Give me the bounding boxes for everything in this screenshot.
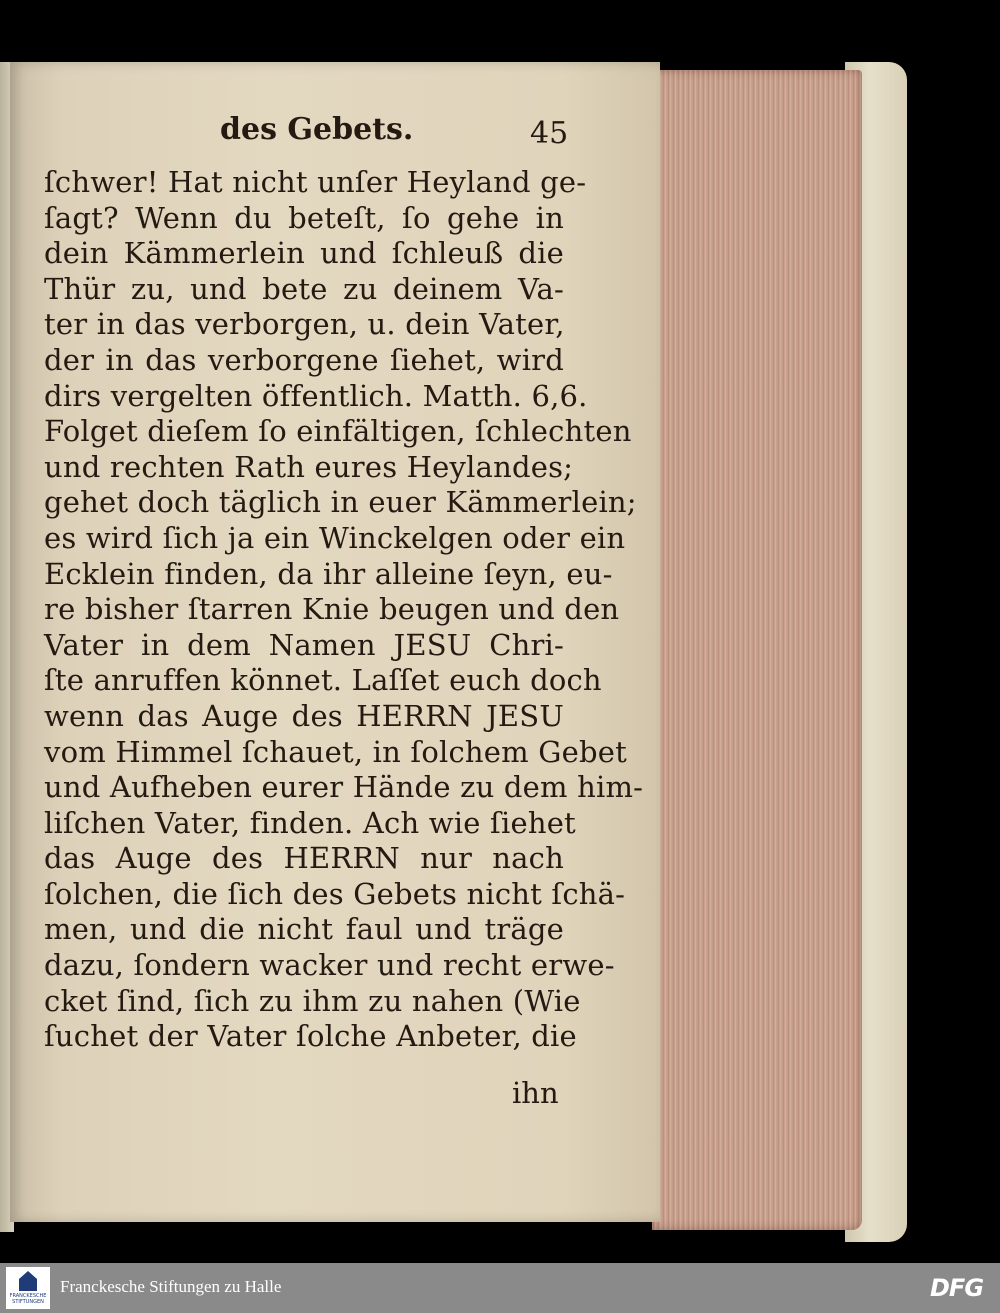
text-line: ſchwer! Hat nicht unſer Heyland ge-	[44, 165, 587, 199]
text-line: liſchen Vater, finden. Ach wie ſiehet	[44, 805, 576, 840]
running-header: des Gebets.	[220, 112, 414, 147]
text-line: Ecklein finden, da ihr alleine ſeyn, eu-	[44, 556, 613, 591]
text-line: dein Kämmerlein und ſchleuß die	[44, 236, 564, 271]
text-line: und Aufheben eurer Hände zu dem him-	[44, 770, 644, 805]
footer-bar	[0, 1263, 1000, 1313]
text-line: ſolchen, die ſich des Gebets nicht ſchä-	[44, 876, 626, 911]
body-text	[44, 165, 644, 1055]
institution-name[interactable]: Franckesche Stiftungen zu Halle	[60, 1277, 282, 1296]
text-line: Thür zu, und bete zu deinem Va-	[44, 271, 564, 306]
text-line: das Auge des HERRN nur nach	[44, 841, 564, 876]
text-line: wenn das Auge des HERRN JESU	[44, 698, 564, 733]
page-edges	[652, 70, 862, 1230]
text-line: ſte anruffen könnet. Laſſet euch doch	[44, 663, 602, 698]
text-line: Vater in dem Namen JESU Chri-	[44, 627, 564, 662]
text-line: ſagt? Wenn du beteſt, ſo gehe in	[44, 200, 564, 235]
building-icon	[19, 1271, 37, 1291]
text-line: der in das verborgene ſiehet, wird	[44, 342, 564, 377]
text-line: dirs vergelten öffentlich. Matth. 6,6.	[44, 378, 588, 413]
text-line: und rechten Rath eures Heylandes;	[44, 449, 574, 484]
text-line: es wird ſich ja ein Winckelgen oder ein	[44, 520, 626, 555]
text-line: vom Himmel ſchauet, in ſolchem Gebet	[44, 734, 627, 769]
text-line: ter in das verborgen, u. dein Vater,	[44, 307, 565, 342]
text-line: re bisher ſtarren Knie beugen und den	[44, 592, 620, 627]
logo-text: FRANCKESCHE STIFTUNGEN	[9, 1293, 47, 1305]
text-line: ſuchet der Vater ſolche Anbeter, die	[44, 1019, 577, 1054]
catchword: ihn	[512, 1076, 559, 1110]
institution-logo[interactable]	[6, 1267, 50, 1309]
page-number: 45	[530, 116, 569, 151]
text-line: gehet doch täglich in euer Kämmerlein;	[44, 485, 637, 520]
text-line: cket ſind, ſich zu ihm zu nahen (Wie	[44, 983, 581, 1018]
text-line: men, und die nicht faul und träge	[44, 912, 564, 947]
text-line: Folget dieſem ſo einfältigen, ſchlechten	[44, 414, 632, 449]
text-line: dazu, ſondern wacker und recht erwe-	[44, 948, 615, 983]
dfg-logo[interactable]: DFG	[930, 1274, 984, 1302]
